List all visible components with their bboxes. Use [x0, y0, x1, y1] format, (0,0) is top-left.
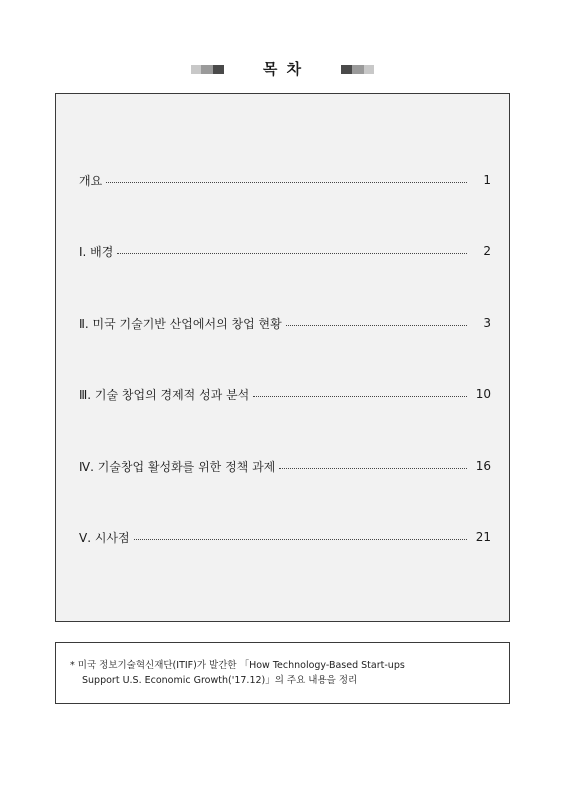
- toc-entry-label: 개요: [79, 173, 103, 188]
- source-note-line: Support U.S. Economic Growth('17.12)」의 주요 내용을 정리: [82, 675, 358, 686]
- toc-entry-background[interactable]: [79, 241, 491, 261]
- dot-leader: [106, 182, 467, 183]
- toc-page-number: 1: [483, 173, 491, 187]
- dot-leader: [279, 468, 467, 469]
- toc-entry-label: Ⅳ. 기술창업 활성화를 위한 정책 과제: [79, 459, 276, 474]
- toc-entry-policy-tasks[interactable]: [79, 456, 491, 476]
- dot-leader: [117, 253, 467, 254]
- toc-entry-performance-analysis[interactable]: [79, 384, 491, 404]
- dot-leader: [253, 396, 467, 397]
- dot-leader: [286, 325, 467, 326]
- source-note-line: * 미국 정보기술혁신재단(ITIF)가 발간한 「How Technology-Based Start-ups: [70, 660, 405, 671]
- toc-page-number: 2: [483, 244, 491, 258]
- toc-entry-implications[interactable]: [79, 527, 491, 547]
- source-note: [55, 642, 510, 704]
- toc-page-number: 10: [475, 387, 491, 401]
- toc-title-row: [0, 58, 566, 82]
- toc-page-number: 21: [475, 530, 491, 544]
- toc-entry-label: Ⅴ. 시사점: [79, 530, 130, 545]
- page-title: 목 차: [262, 60, 304, 78]
- toc-entry-label: Ⅲ. 기술 창업의 경제적 성과 분석: [79, 387, 250, 402]
- title-decoration-right: [341, 65, 374, 74]
- source-note-text: [70, 658, 500, 688]
- table-of-contents: [55, 93, 510, 622]
- toc-entry-overview[interactable]: [79, 170, 491, 190]
- toc-entry-label: Ⅰ. 배경: [79, 244, 114, 259]
- toc-entry-startup-status[interactable]: [79, 313, 491, 333]
- toc-entry-label: Ⅱ. 미국 기술기반 산업에서의 창업 현황: [79, 316, 282, 331]
- dot-leader: [134, 539, 467, 540]
- toc-page-number: 3: [483, 316, 491, 330]
- toc-page-number: 16: [475, 459, 491, 473]
